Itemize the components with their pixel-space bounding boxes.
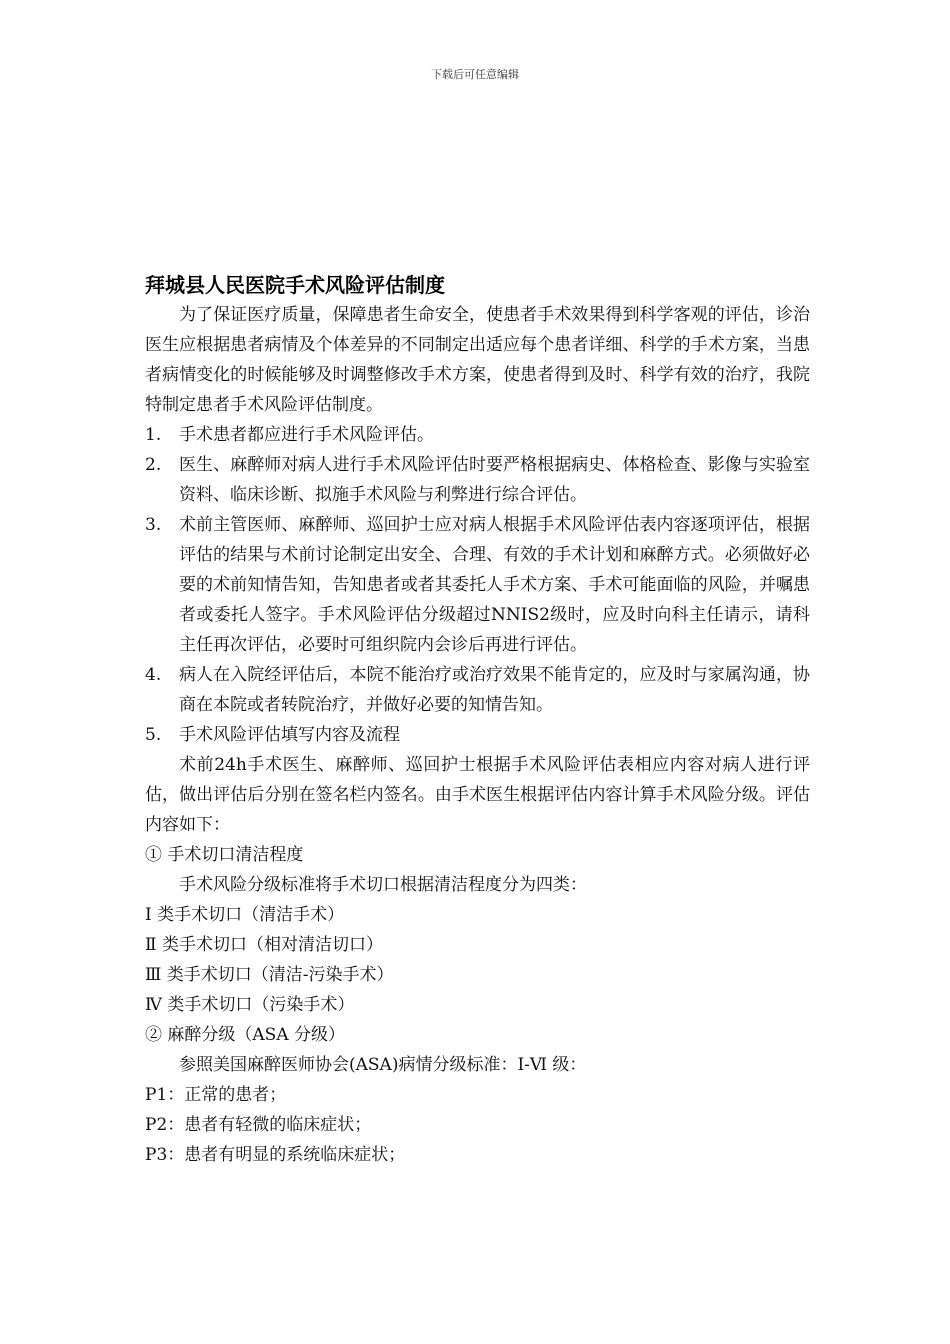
- list-text: 术前主管医师、麻醉师、巡回护士应对病人根据手术风险评估表内容逐项评估，根据评估的结果与术前讨论制定出安全、合理、有效的手术计划和麻醉方式。必须做好必要的术前知情告知，告知患者或者其委托人手术方案、手术可能面临的风险，并嘱患者或委托人签字。手术风险评估分级超过NNIS2级时，应及时向科主任请示，请科主任再次评估，必要时可组织院内会诊后再进行评估。: [179, 515, 810, 655]
- list-item: [145, 510, 810, 660]
- list-number: 5.: [145, 725, 162, 745]
- incision-class-item: Ⅰ 类手术切口（清洁手术）: [145, 905, 345, 925]
- incision-intro: 手术风险分级标准将手术切口根据清洁程度分为四类：: [179, 875, 587, 895]
- incision-class-item: Ⅳ 类手术切口（污染手术）: [145, 995, 355, 1015]
- list-item: [145, 450, 810, 510]
- rules-list: [145, 420, 810, 750]
- incision-class-item: Ⅲ 类手术切口（清洁-污染手术）: [145, 965, 394, 985]
- document-title: 拜城县人民医院手术风险评估制度: [145, 273, 445, 297]
- incision-class-item: Ⅱ 类手术切口（相对清洁切口）: [145, 935, 383, 955]
- list-item: [145, 660, 810, 720]
- process-paragraph: 术前24h手术医生、麻醉师、巡回护士根据手术风险评估表相应内容对病人进行评估，做出评估后分别在签名栏内签名。由手术医生根据评估内容计算手术风险分级。评估内容如下：: [145, 755, 810, 835]
- asa-intro: 参照美国麻醉医师协会(ASA)病情分级标准：I-Ⅵ 级：: [179, 1055, 587, 1075]
- list-text: 手术患者都应进行手术风险评估。: [179, 425, 434, 445]
- section-heading-incision: ① 手术切口清洁程度: [145, 845, 304, 865]
- list-text: 医生、麻醉师对病人进行手术风险评估时要严格根据病史、体格检查、影像与实验室资料、临床诊断、拟施手术风险与利弊进行综合评估。: [179, 455, 810, 505]
- asa-level-item: P3：患者有明显的系统临床症状；: [145, 1145, 406, 1165]
- list-text: 手术风险评估填写内容及流程: [179, 725, 400, 745]
- list-item: [145, 420, 810, 450]
- asa-level-item: P2：患者有轻微的临床症状；: [145, 1115, 372, 1135]
- list-item: [145, 720, 810, 750]
- asa-level-item: P1：正常的患者；: [145, 1085, 287, 1105]
- list-number: 2.: [145, 455, 162, 475]
- list-number: 1.: [145, 425, 162, 445]
- header-note: 下载后可任意编辑: [431, 68, 519, 81]
- list-number: 4.: [145, 665, 162, 685]
- document-body: [145, 270, 810, 1170]
- section-heading-asa: ② 麻醉分级（ASA 分级）: [145, 1025, 346, 1045]
- intro-paragraph: 为了保证医疗质量，保障患者生命安全，使患者手术效果得到科学客观的评估，诊治医生应根据患者病情及个体差异的不同制定出适应每个患者详细、科学的手术方案，当患者病情变化的时候能够及时调整修改手术方案，使患者得到及时、科学有效的治疗，我院特制定患者手术风险评估制度。: [145, 305, 810, 415]
- list-number: 3.: [145, 515, 162, 535]
- list-text: 病人在入院经评估后，本院不能治疗或治疗效果不能肯定的，应及时与家属沟通，协商在本院或者转院治疗，并做好必要的知情告知。: [179, 665, 810, 715]
